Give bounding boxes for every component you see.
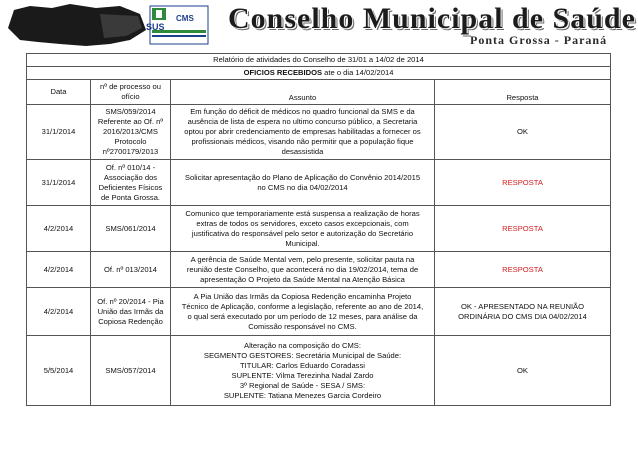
row-processo xyxy=(91,336,171,406)
row-processo-line: Referente ao Of. nº xyxy=(97,117,164,126)
section-title-row xyxy=(27,67,611,80)
row-resposta xyxy=(435,105,611,160)
table-row xyxy=(27,252,611,288)
row-processo xyxy=(91,105,171,160)
row-resposta-line: ORDINÁRIA DO CMS DIA 04/02/2014 xyxy=(458,311,587,321)
row-assunto-line: reunião deste Conselho, que acontecerá no dia 19/02/2014, tema de xyxy=(186,264,419,274)
row-resposta-line: OK - APRESENTADO NA REUNIÃO xyxy=(460,301,585,311)
table-row xyxy=(27,105,611,160)
row-assunto-line: Comunico que temporariamente está suspensa a realização de horas xyxy=(185,208,420,218)
logo-sus-label: SUS xyxy=(146,22,165,32)
row-assunto-line: optou por abrir credenciamento de empresas habilitadas a fornecer os xyxy=(184,127,421,136)
row-assunto-line: no CMS no dia 04/02/2014 xyxy=(257,182,348,192)
row-processo xyxy=(91,206,171,252)
row-resposta xyxy=(435,206,611,252)
row-assunto-line: SUPLENTE: Tatiana Menezes Garcia Cordeiro xyxy=(223,390,382,400)
row-processo xyxy=(91,160,171,206)
row-assunto xyxy=(171,252,435,288)
row-assunto xyxy=(171,105,435,160)
row-date: 31/1/2014 xyxy=(27,105,91,160)
row-processo-line: 2016/2013/CMS xyxy=(103,127,158,136)
row-processo-line: União das Irmãs da xyxy=(97,306,164,316)
row-processo-line: Deficientes Físicos xyxy=(98,182,163,192)
row-date: 4/2/2014 xyxy=(27,206,91,252)
row-assunto-line: SUPLENTE: Vilma Terezinha Nadal Zardo xyxy=(231,370,374,380)
row-processo xyxy=(91,288,171,336)
row-assunto xyxy=(171,160,435,206)
row-resposta-line: RESPOSTA xyxy=(502,177,543,187)
row-assunto xyxy=(171,206,435,252)
row-assunto-line: Comissão responsável no CMS. xyxy=(248,321,357,331)
row-assunto-line: Técnico de Aplicação, conforme a legislação, referente ao ano de 2014, xyxy=(181,301,424,311)
table-row xyxy=(27,336,611,406)
row-processo xyxy=(91,252,171,288)
row-processo-line: SMS/059/2014 xyxy=(105,107,156,116)
row-processo-line: Of. nº 010/14 - xyxy=(105,162,156,172)
row-assunto-line: o qual será executado por um período de 12 meses, para análise da xyxy=(187,311,418,321)
column-header-assunto: Assunto xyxy=(171,80,435,105)
row-assunto-line: 3º Regional de Saúde - SESA / SMS: xyxy=(239,380,366,390)
row-date: 4/2/2014 xyxy=(27,252,91,288)
row-processo-line: Associação dos xyxy=(103,172,158,182)
row-date: 4/2/2014 xyxy=(27,288,91,336)
row-assunto-line: Alteração na composição do CMS: xyxy=(244,340,361,350)
row-date: 5/5/2014 xyxy=(27,336,91,406)
row-assunto-line: A gerência de Saúde Mental vem, pelo presente, solicitar pauta na xyxy=(190,254,415,264)
row-processo-line: SMS/061/2014 xyxy=(105,223,156,233)
row-resposta xyxy=(435,252,611,288)
column-header-data: Data xyxy=(27,80,91,105)
row-resposta xyxy=(435,288,611,336)
row-resposta-line: RESPOSTA xyxy=(502,223,543,233)
row-resposta xyxy=(435,336,611,406)
row-processo-line: Protocolo xyxy=(114,137,147,146)
activities-table xyxy=(26,53,611,406)
row-processo-line: Copiosa Redenção xyxy=(98,316,163,326)
row-resposta-line: OK xyxy=(517,365,528,375)
column-header-resposta: Resposta xyxy=(435,80,611,105)
table-row xyxy=(27,288,611,336)
row-assunto-line: ausência de lista de espera no ultimo concurso público, a Secretaria xyxy=(187,117,418,126)
section-title-rest: ate o dia 14/02/2014 xyxy=(322,68,394,77)
page-header xyxy=(0,0,638,52)
row-assunto xyxy=(171,288,435,336)
row-assunto-line: TITULAR: Carlos Eduardo Coradassi xyxy=(240,360,365,370)
header-title: Conselho Municipal de Saúde xyxy=(228,2,636,35)
row-processo-line: SMS/057/2014 xyxy=(105,365,156,375)
report-title-row xyxy=(27,54,611,67)
row-resposta-line: RESPOSTA xyxy=(502,264,543,274)
row-processo-line: de Ponta Grossa. xyxy=(100,192,161,202)
column-header-processo: nº de processo ou ofício xyxy=(91,80,171,105)
row-assunto-line: Solicitar apresentação do Plano de Aplicação do Convênio 2014/2015 xyxy=(184,172,421,182)
row-assunto-line: A Pia União das Irmãs da Copiosa Redenção encaminha Projeto xyxy=(193,291,412,301)
column-header-row xyxy=(27,80,611,105)
section-title xyxy=(27,67,611,80)
row-processo-line: nº2700179/2013 xyxy=(102,147,159,156)
table-row xyxy=(27,160,611,206)
row-processo-line: Of. nº 013/2014 xyxy=(103,264,157,274)
header-subtitle: Ponta Grossa - Paraná xyxy=(470,33,608,47)
row-date: 31/1/2014 xyxy=(27,160,91,206)
row-assunto-line: Em função do déficit de médicos no quadro funcional da SMS e da xyxy=(190,107,415,116)
table-row xyxy=(27,206,611,252)
logo-cms-label: CMS xyxy=(176,14,194,23)
row-processo-line: Of. nº 20/2014 - Pia xyxy=(97,296,164,306)
row-assunto xyxy=(171,336,435,406)
row-assunto-line: apresentação O Projeto da Saúde Mental na Atenção Básica xyxy=(200,274,405,284)
section-title-bold: OFICIOS RECEBIDOS xyxy=(243,68,323,77)
row-assunto-line: justificativa do responsável pelo setor e autorização do Secretário xyxy=(191,228,414,238)
row-assunto-line: profissionais médicos, visando não permitir que a população fique xyxy=(191,137,414,146)
row-resposta xyxy=(435,160,611,206)
row-assunto-line: desassistida xyxy=(281,147,324,156)
row-assunto-line: Municipal. xyxy=(285,238,320,248)
report-title: Relatório de atividades do Conselho de 31/01 a 14/02 de 2014 xyxy=(27,54,611,67)
row-assunto-line: SEGMENTO GESTORES: Secretária Municipal de Saúde: xyxy=(203,350,402,360)
row-assunto-line: extras de todos os servidores, exceto casos excepcionais, com xyxy=(196,218,409,228)
row-resposta-line: OK xyxy=(517,127,528,136)
